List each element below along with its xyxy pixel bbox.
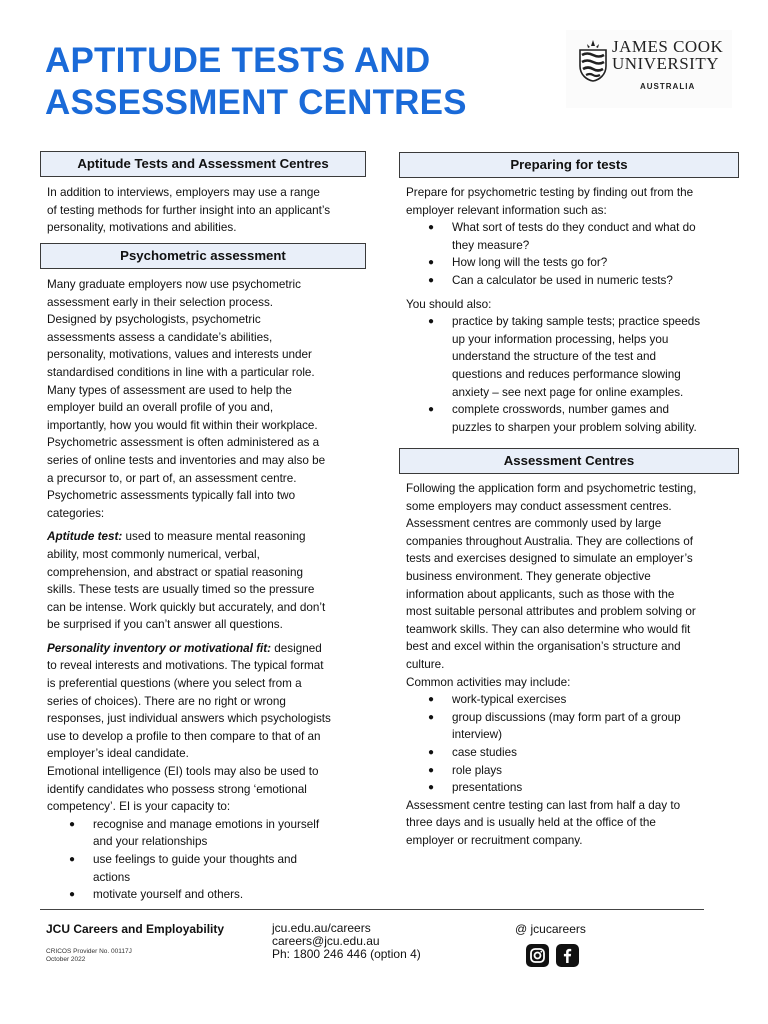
email-link[interactable]: careers@jcu.edu.au [272,934,380,948]
text-line: some employers may conduct assessment centres. [406,499,672,513]
text-line: they measure? [452,238,530,252]
instagram-icon[interactable] [526,944,549,967]
text-line: ability, most commonly numerical, verbal, [47,547,260,561]
text-line: employer relevant information such as: [406,203,607,217]
cricos-number: CRICOS Provider No. 00117J [46,948,132,955]
text-line: Psychometric assessments typically fall into two [47,489,296,503]
bullet-icon: ● [428,711,435,723]
footer-contact [272,922,421,961]
bullet-icon: ● [428,274,435,286]
text-line: skills. These tests are usually timed so the pressure [47,583,315,597]
phone-number: Ph: 1800 246 446 (option 4) [272,947,421,961]
prep-bullet-list [406,219,740,289]
personality-paragraph [47,640,377,658]
text-line: recognise and manage emotions in yourself [93,817,320,831]
footer-fine-print [46,948,132,964]
bullet-icon: ● [428,694,435,706]
jcu-shield-icon [578,38,608,82]
facebook-icon[interactable] [556,944,579,967]
bullet-icon: ● [69,889,76,901]
personality-term: Personality inventory or motivational fit: [47,641,272,655]
publish-date: October 2022 [46,956,86,963]
list-item [406,691,740,709]
list-item [406,779,740,797]
text-line: teamwork skills. They can also determine who would fit [406,622,691,636]
bullet-icon: ● [428,746,435,758]
text-line: to reveal interests and motivations. The typical format [47,659,324,673]
text-line: categories: [47,506,105,520]
social-handle[interactable]: @ jcucareers [515,922,586,936]
text-line: interview) [452,728,503,742]
text-line: personality, motivations and abilities. [47,221,237,235]
text-line: tests and exercises designed to simulate an employer’s [406,552,693,566]
text-line: anxiety – see next page for online examples. [452,385,684,399]
assessment-centres-text [406,480,740,849]
ei-bullet-list [47,816,377,904]
text-line: identify candidates who possess strong ‘emotional [47,782,307,796]
bullet-icon: ● [428,222,435,234]
aptitude-test-paragraph [47,528,377,546]
text-line: business environment. They generate objective [406,569,651,583]
text-line: Emotional intelligence (EI) tools may also be used to [47,765,319,779]
activities-bullet-list [406,691,740,797]
list-item [406,219,740,254]
section-header-aptitude-tests: Aptitude Tests and Assessment Centres [40,151,366,177]
page-title-line-2: ASSESSMENT CENTRES [45,83,467,122]
list-item [406,709,740,744]
logo-line-1: JAMES COOK [612,37,724,56]
logo-line-2: UNIVERSITY [612,54,719,73]
logo-country: AUSTRALIA [640,82,696,91]
section-header-assessment-centres: Assessment Centres [399,448,739,474]
list-item [406,254,740,272]
text-line: work-typical exercises [452,693,567,707]
bullet-icon: ● [428,257,435,269]
text-line: designed [271,641,322,655]
footer-org-name: JCU Careers and Employability [46,922,225,936]
list-item [406,401,740,436]
text-line: employer build an overall profile of you and, [47,401,274,415]
text-line: What sort of tests do they conduct and what do [452,221,696,235]
text-line: In addition to interviews, employers may use a range [47,186,320,199]
text-line: best and excel within the organisation’s structure and [406,640,681,654]
list-item [406,313,740,401]
jcu-logo [566,30,732,108]
page-title-line-1: APTITUDE TESTS AND [45,41,431,80]
text-line: employer’s ideal candidate. [47,747,189,761]
text-line: standardised conditions in line with a particular role. [47,365,315,379]
text-line: How long will the tests go for? [452,256,608,270]
text-line: Many types of assessment are used to help the [47,383,292,397]
text-line: be surprised if you can’t answer all questions. [47,618,283,632]
text-line: group discussions (may form part of a group [452,710,681,724]
text-line: can be intense. Work quickly but accurately, and don’t [47,600,326,614]
bullet-icon: ● [428,404,435,416]
list-item [47,851,377,886]
text-line: comprehension, and abstract or spatial reasoning [47,565,303,579]
text-line: use to develop a profile to then compare to that of an [47,729,321,743]
text-line: of testing methods for further insight into an applicant’s [47,203,331,217]
text-line: a precursor to, or part of, an assessment centre. [47,471,297,485]
text-line: and your relationships [93,835,208,849]
text-line: Psychometric assessment is often administered as a [47,436,320,450]
text-line: up your information processing, helps you [452,332,669,346]
list-item [47,816,377,851]
text-line: most suitable personal attributes and problem solving or [406,605,696,619]
text-line: is preferential questions (where you select from a [47,677,302,691]
aptitude-test-term: Aptitude test: [47,530,123,544]
text-line: Many graduate employers now use psychometric [47,278,301,291]
bullet-icon: ● [69,854,76,865]
list-item [47,886,377,904]
text-line: You should also: [406,297,492,311]
list-item [406,744,740,762]
footer-divider [40,909,704,910]
bullet-icon: ● [428,764,435,776]
text-line: importantly, how you would fit within their workplace. [47,418,318,432]
text-line: companies throughout Australia. They are collections of [406,534,693,548]
text-line: motivate yourself and others. [93,888,244,902]
text-line: practice by taking sample tests; practice speeds [452,315,701,329]
text-line: complete crosswords, number games and [452,403,669,417]
text-line: Following the application form and psychometric testing, [406,482,697,495]
section-header-preparing: Preparing for tests [399,152,739,178]
text-line: personality, motivations, values and interests under [47,348,312,362]
text-line: information about applicants, such as those with the [406,587,675,601]
text-line: role plays [452,763,503,777]
website-link[interactable]: jcu.edu.au/careers [272,921,371,935]
list-item [406,762,740,780]
list-item [406,272,740,290]
text-line: Assessment centres are commonly used by large [406,517,662,531]
text-line: used to measure mental reasoning [122,530,306,544]
text-line: Prepare for psychometric testing by finding out from the [406,186,694,199]
section-header-psychometric: Psychometric assessment [40,243,366,269]
preparing-text [406,184,740,436]
psychometric-text [47,276,377,904]
text-line: Common activities may include: [406,675,571,689]
text-line: competency’. EI is your capacity to: [47,800,231,814]
bullet-icon: ● [428,316,435,328]
text-line: Assessment centre testing can last from half a day to [406,798,681,812]
text-line: series of online tests and inventories and may also be [47,453,326,467]
intro-paragraph [47,184,377,237]
text-line: puzzles to sharpen your problem solving ability. [452,420,697,434]
text-line: responses, just individual answers which psychologists [47,712,331,726]
logo-wordmark [612,38,723,72]
text-line: series of choices). There are no right or wrong [47,694,286,708]
also-bullet-list [406,313,740,436]
text-line: actions [93,870,131,884]
text-line: assessments assess a candidate’s abilities, [47,330,273,344]
text-line: Can a calculator be used in numeric tests? [452,273,673,287]
text-line: Designed by psychologists, psychometric [47,313,261,327]
text-line: case studies [452,745,517,759]
text-line: questions and reduces performance slowing [452,367,681,381]
page-title [45,40,525,124]
bullet-icon: ● [69,818,76,830]
text-line: assessment early in their selection process. [47,295,274,309]
text-line: employer or recruitment company. [406,833,583,847]
text-line: presentations [452,781,523,795]
text-line: understand the structure of the test and [452,350,657,364]
text-line: culture. [406,657,445,671]
bullet-icon: ● [428,782,435,794]
text-line: three days and is usually held at the office of the [406,816,656,830]
text-line: use feelings to guide your thoughts and [93,853,298,866]
